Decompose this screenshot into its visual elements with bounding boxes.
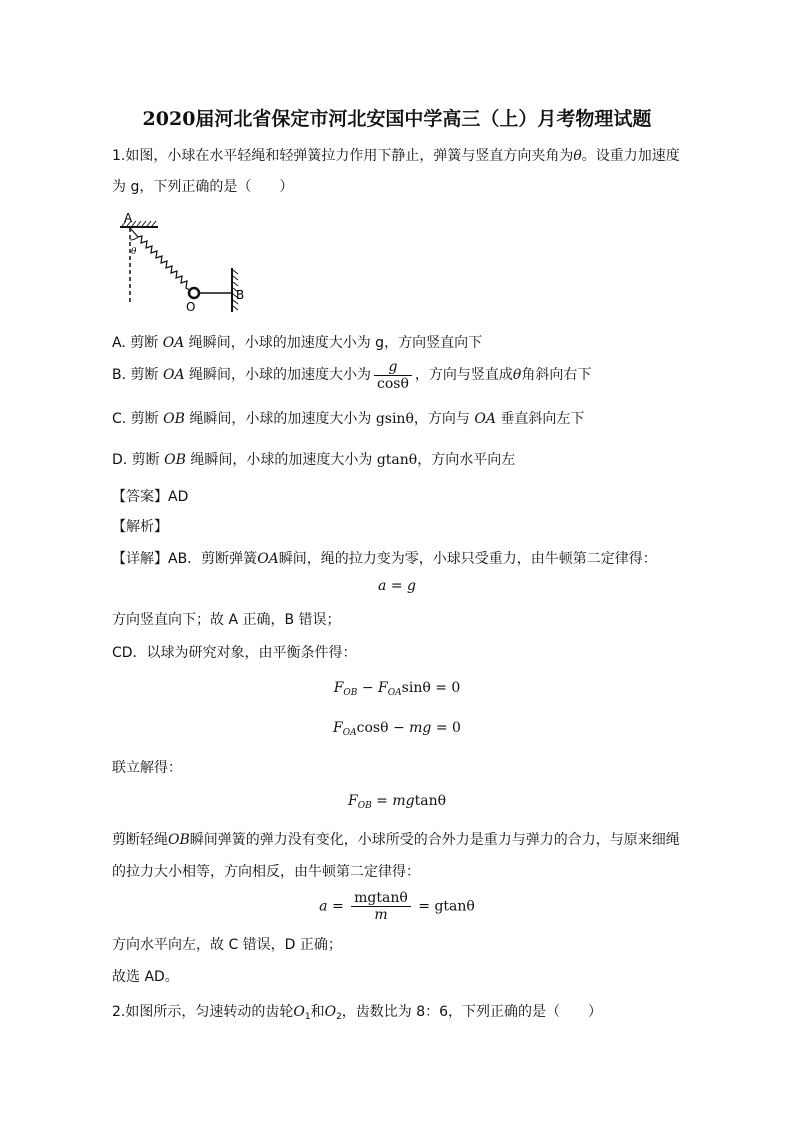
detail-line1-post: 瞬间，绳的拉力变为零，小球只受重力，由牛顿第二定律得：: [278, 551, 657, 567]
detail-line1: [112, 549, 657, 569]
eq2-sub1: OB: [343, 688, 358, 698]
detail-line6: 的拉力大小相等，方向相反，由牛顿第二定律得：: [112, 864, 420, 880]
option-c-value: gsinθ: [375, 411, 414, 427]
ball: [189, 288, 199, 298]
option-d-text: 绳瞬间，小球的加速度大小为: [185, 452, 377, 468]
equation-acceleration: [0, 890, 794, 923]
detail-line4: 联立解得：: [112, 760, 182, 776]
option-b-prefix: B. 剪断: [112, 367, 163, 383]
detail-line3: CD．以球为研究对象，由平衡条件得：: [112, 645, 357, 661]
page-title: 2020届河北省保定市河北安国中学高三（上）月考物理试题: [142, 108, 652, 130]
option-b-theta: θ: [512, 367, 522, 383]
q2-sub2: 2: [336, 1012, 342, 1022]
eq5-fraction: [351, 890, 411, 923]
eq3-mg: mg: [409, 720, 432, 736]
option-a: [112, 333, 482, 353]
q1-stem-line2: 为 g，下列正确的是（ ）: [112, 179, 294, 195]
detail-line8: 故选 AD。: [112, 969, 179, 985]
eq5-denominator: m: [374, 907, 388, 923]
option-d-text-2: ，方向水平向左: [417, 452, 516, 468]
label-b: B: [236, 288, 245, 302]
analysis-label: 【解析】: [112, 519, 168, 535]
eq4-equals: =: [371, 793, 393, 809]
q1-stem-text-end: 。设重力加速度: [581, 148, 680, 164]
label-o: O: [186, 300, 196, 314]
eq4-f: F: [347, 793, 358, 809]
detail-line7: 方向水平向左，故 C 错误，D 正确；: [112, 937, 342, 953]
label-a: A: [124, 211, 133, 225]
option-a-var: OA: [162, 335, 185, 351]
eq5-numerator: mgtanθ: [351, 890, 411, 907]
eq3-rest: cosθ −: [356, 720, 410, 736]
equation-a-equals-g: a = g: [378, 578, 416, 594]
eq5-equals: =: [327, 898, 349, 915]
eq5-a: a: [319, 898, 328, 915]
answer-line: 【答案】AD: [112, 489, 189, 505]
eq4-mg: mg: [392, 793, 415, 809]
fraction-numerator: g: [374, 359, 412, 376]
option-d-var: OB: [164, 452, 186, 468]
equation-fob: [0, 793, 794, 811]
option-a-prefix: A. 剪断: [112, 335, 163, 351]
q2-o2: O: [324, 1004, 337, 1020]
option-c: [112, 409, 584, 429]
option-d-prefix: D. 剪断: [112, 452, 165, 468]
option-c-text: 绳瞬间，小球的加速度大小为: [184, 411, 376, 427]
option-c-text-3: 垂直斜向左下: [495, 411, 585, 427]
q2-stem-post: ，齿数比为 8：6，下列正确的是（ ）: [341, 1004, 603, 1020]
eq4-sub: OB: [357, 801, 372, 811]
option-b-text-2: ，方向与竖直成: [414, 367, 513, 383]
option-b-fraction: [374, 359, 412, 392]
spring-ball-figure: [112, 210, 262, 315]
detail-line5-var: OB: [168, 832, 190, 848]
option-b-text-3: 角斜向右下: [521, 367, 592, 383]
option-c-var2: OA: [474, 411, 496, 427]
fraction-denominator: cosθ: [377, 375, 409, 392]
detail-line5-pre: 剪断轻绳: [112, 832, 168, 848]
q1-stem-line1: [112, 146, 680, 166]
option-c-var: OB: [163, 411, 185, 427]
option-c-text-2: ，方向与: [413, 411, 475, 427]
option-b-var: OA: [162, 367, 185, 383]
eq2-minus: −: [357, 680, 379, 696]
option-c-prefix: C. 剪断: [112, 411, 164, 427]
q1-stem-text: 1.如图，小球在水平轻绳和轻弹簧拉力作用下静止，弹簧与竖直方向夹角为: [112, 148, 574, 164]
detail-line1-var: OA: [257, 551, 279, 567]
eq3-sub: OA: [342, 728, 357, 738]
detail-line5-post: 瞬间弹簧的弹力没有变化，小球所受的合外力是重力与弹力的合力，与原来细绳: [189, 832, 680, 848]
option-a-text: 绳瞬间，小球的加速度大小为 g，方向竖直向下: [184, 335, 483, 351]
q2-stem: [112, 1002, 602, 1027]
option-d: [112, 450, 515, 470]
eq5-rest: = gtanθ: [413, 898, 475, 915]
q2-o1: O: [293, 1004, 305, 1020]
option-b: [112, 358, 591, 392]
eq3-end: = 0: [431, 720, 461, 736]
q2-sub1: 1: [304, 1012, 311, 1022]
eq4-rest: tanθ: [414, 793, 447, 809]
eq2-rest: sinθ = 0: [401, 680, 461, 696]
spring: [130, 228, 193, 292]
theta-symbol: θ: [573, 148, 582, 164]
label-theta: θ: [131, 247, 137, 257]
eq2-f2: F: [378, 680, 388, 696]
detail-line1-pre: 【详解】AB．剪断弹簧: [112, 551, 258, 567]
detail-line2: 方向竖直向下；故 A 正确，B 错误；: [112, 612, 341, 628]
equation-balance-vertical: [0, 720, 794, 738]
eq2-f1: F: [333, 680, 344, 696]
eq3-f: F: [333, 720, 343, 736]
angle-arc: [130, 237, 138, 240]
option-d-value: gtanθ: [376, 452, 418, 468]
detail-line5: [112, 830, 680, 850]
equation-balance-horizontal: [0, 680, 794, 698]
option-b-text: 绳瞬间，小球的加速度大小为: [184, 367, 372, 383]
q2-and: 和: [310, 1004, 325, 1020]
eq2-sub2: OA: [387, 688, 402, 698]
q2-stem-pre: 2.如图所示，匀速转动的齿轮: [112, 1004, 294, 1020]
